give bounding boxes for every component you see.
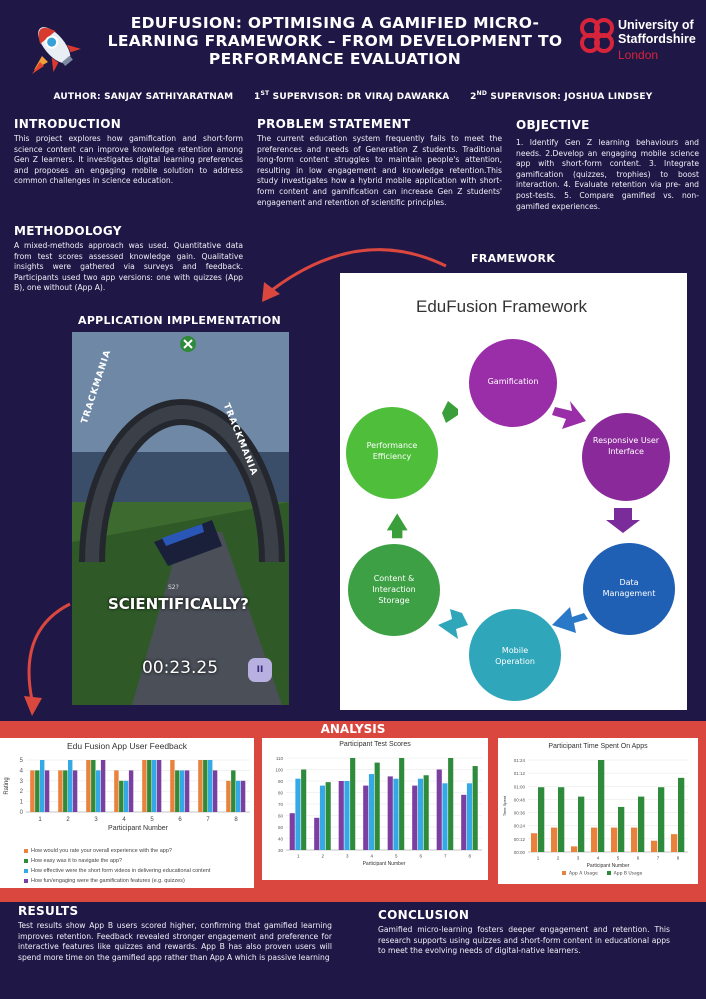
bar-2-5	[393, 779, 398, 850]
feedback-chart	[0, 738, 254, 888]
bar-3-4	[375, 763, 380, 850]
bar-2-5	[618, 807, 624, 852]
bar-1-1	[290, 813, 295, 850]
bar-2-8	[678, 778, 684, 852]
node-responsive-ui	[582, 413, 670, 501]
x-tick-label: 4	[122, 817, 126, 823]
bar-2-6	[175, 770, 179, 812]
y-axis-label: Rating	[4, 777, 10, 795]
bar-2-1	[538, 787, 544, 852]
node-label-mobile-operation: Mobile Operation	[495, 646, 535, 666]
test-scores-chart	[262, 738, 488, 880]
bar-2-6	[638, 797, 644, 852]
bar-4-4	[129, 770, 133, 812]
bar-1-4	[363, 786, 368, 850]
arrow-content-to-performance-icon	[387, 514, 408, 539]
bar-1-6	[631, 828, 637, 852]
caption-text: SCIENTIFICALLY?	[108, 595, 249, 613]
bar-3-1	[301, 770, 306, 851]
bar-2-8	[231, 770, 235, 812]
brand-left-label: TRACKMANIA	[80, 348, 114, 426]
university-city: London	[618, 48, 659, 62]
supervisor2-label: SUPERVISOR: JOSHUA LINDSEY	[487, 92, 653, 102]
analysis-section	[0, 721, 706, 902]
bar-1-8	[226, 781, 230, 812]
y-tick-label: 70	[277, 802, 283, 807]
x-tick-label: 8	[676, 855, 680, 861]
bar-1-3	[86, 760, 90, 812]
x-tick-label: 6	[178, 817, 182, 823]
problem-text: The current education system frequently fails to meet the preferences and needs of Generation Z students. Traditional long-form content struggles to maintain people's attention, resulting in low engagement and knowledge retention.This study investigates how a hybrid mobile application with short-form content and gamification can increase Gen Z students' engagement and retention of scientific principles.	[257, 134, 502, 207]
x-tick-label: 1	[38, 817, 42, 823]
bar-3-3	[350, 758, 355, 850]
bar-2-2	[558, 787, 564, 852]
bar-3-6	[180, 770, 184, 812]
bar-4-5	[157, 760, 161, 812]
conclusion-heading: CONCLUSION	[378, 908, 470, 922]
introduction-text: This project explores how gamification and short-form science content can improve knowledge retention among Gen Z learners. It investigates digital learning preferences and proposes an engaging mobile solution to address common challenges in science education.	[14, 134, 243, 186]
bar-3-7	[208, 760, 212, 812]
bar-1-8	[671, 834, 677, 852]
supervisor1-label: SUPERVISOR: DR VIRAJ DAWARKA	[269, 92, 450, 102]
time-spent-chart	[498, 738, 698, 884]
bar-3-6	[424, 775, 429, 850]
bar-3-2	[326, 782, 331, 850]
node-label-performance-efficiency: Performance Efficiency	[366, 441, 418, 461]
x-tick-label: 2	[321, 853, 325, 859]
framework-diagram-title: EduFusion Framework	[416, 297, 588, 316]
poster-title: EDUFUSION: OPTIMISING A GAMIFIED MICRO-LEARNING FRAMEWORK – FROM DEVELOPMENT TO PERFORMANCE EVALUATION	[107, 14, 563, 68]
bar-1-3	[571, 846, 577, 852]
staffordshire-knot-icon	[578, 16, 616, 56]
framework-heading: FRAMEWORK	[471, 252, 556, 265]
introduction-heading: INTRODUCTION	[14, 117, 122, 131]
x-axis-label: Participant Number	[586, 863, 630, 869]
x-tick-label: 2	[66, 817, 70, 823]
supervisor1-sup: ST	[260, 90, 270, 97]
y-tick-label: 110	[275, 756, 283, 761]
y-tick-label: 00:00	[513, 850, 525, 855]
y-tick-label: 2	[19, 789, 23, 796]
bar-2-3	[91, 760, 95, 812]
y-tick-label: 0	[19, 810, 23, 816]
bar-2-2	[320, 786, 325, 850]
x-tick-label: 1	[536, 855, 540, 861]
methodology-heading: METHODOLOGY	[14, 224, 122, 238]
x-tick-label: 3	[345, 853, 349, 859]
y-tick-label: 100	[275, 767, 283, 773]
node-label-data-management: Data Management	[602, 578, 656, 598]
brand-right-label: TRACKMANIA	[220, 402, 259, 478]
legend-item-3: How effective were the short form videos in delivering educational content	[24, 868, 210, 874]
node-label-responsive-ui: Responsive User Interface	[592, 436, 660, 456]
legend-item-2: How easy was it to navigate the app?	[24, 858, 122, 864]
author-line	[0, 90, 706, 102]
x-tick-label: 7	[443, 853, 447, 859]
time-legend: App A Usage App B Usage	[562, 871, 642, 877]
x-tick-label: 3	[94, 817, 98, 823]
curved-arrow-down-icon	[18, 600, 78, 720]
legend-item-4: How fun/engaging were the gamification features (e.g. quizzes)	[24, 878, 185, 886]
small-label: S2?	[168, 584, 179, 591]
supervisor2-sup: ND	[476, 90, 488, 97]
bar-4-8	[241, 781, 245, 812]
bar-3-4	[124, 781, 128, 812]
x-tick-label: 6	[419, 853, 423, 859]
bar-4-7	[213, 770, 217, 812]
x-tick-label: 5	[394, 853, 398, 859]
y-tick-label: 60	[277, 813, 283, 819]
y-tick-label: 50	[277, 825, 283, 830]
bar-2-3	[344, 781, 349, 850]
bar-3-2	[68, 760, 72, 812]
bar-2-1	[295, 779, 300, 850]
bar-1-2	[314, 818, 319, 850]
y-tick-label: 01:24	[513, 758, 525, 763]
x-tick-label: 3	[576, 855, 580, 861]
x-tick-label: 6	[636, 855, 640, 861]
test-scores-chart-title: Participant Test Scores	[339, 741, 411, 748]
bar-1-5	[142, 760, 146, 812]
x-tick-label: 4	[370, 853, 374, 859]
university-name: University of Staffordshire	[618, 18, 696, 46]
bar-2-7	[658, 787, 664, 852]
bar-4-6	[185, 770, 189, 812]
y-tick-label: 00:36	[513, 810, 525, 816]
bar-1-6	[412, 786, 417, 850]
bar-3-1	[40, 760, 44, 812]
bar-1-1	[531, 833, 537, 852]
y-tick-label: 80	[277, 790, 283, 796]
y-tick-label: 90	[277, 779, 283, 784]
rocket-logo-icon	[22, 18, 84, 78]
time-spent-chart-title: Participant Time Spent On Apps	[548, 743, 648, 750]
x-axis-label: Participant Number	[108, 825, 168, 832]
application-heading: APPLICATION IMPLEMENTATION	[78, 314, 282, 327]
x-tick-label: 5	[150, 817, 154, 823]
bar-1-5	[388, 776, 393, 850]
bar-1-2	[58, 770, 62, 812]
x-tick-label: 7	[656, 855, 660, 861]
bar-1-6	[170, 760, 174, 812]
node-label-content-storage: Content & Interaction Storage	[372, 574, 416, 605]
y-tick-label: 40	[277, 836, 283, 842]
bar-3-8	[236, 781, 240, 812]
arrow-mobile-to-content-icon	[438, 609, 468, 639]
conclusion-text: Gamified micro-learning fosters deeper engagement and retention. This research supports using quizzes and short-form content in educational apps to meet the evolving needs of digital-native learners.	[378, 925, 670, 956]
y-tick-label: 00:48	[513, 797, 525, 803]
bar-2-3	[578, 797, 584, 852]
framework-diagram	[340, 273, 687, 710]
objective-text: 1. Identify Gen Z learning behaviours and needs. 2.Develop an engaging mobile science app with short-form content. 3. Integrate gamification (quizzes, trophies) to boost interaction. 4. Evaluate retention via pre- and post-tests. 5. Compare gamified vs. non-gamified experiences.	[516, 138, 699, 211]
y-tick-label: 3	[19, 778, 23, 785]
bar-2-7	[203, 760, 207, 812]
y-tick-label: 01:00	[513, 784, 525, 790]
arrow-gamification-to-ui-icon	[552, 401, 586, 429]
feedback-chart-title: Edu Fusion App User Feedback	[66, 741, 187, 751]
problem-heading: PROBLEM STATEMENT	[257, 117, 411, 131]
bar-4-1	[45, 770, 49, 812]
author-label: AUTHOR: SANJAY SATHIYARATNAM	[53, 92, 234, 102]
arrow-ui-to-data-icon	[606, 508, 640, 533]
university-logo	[578, 16, 703, 60]
analysis-heading: ANALYSIS	[320, 722, 386, 736]
y-tick-label: 30	[277, 848, 283, 853]
arrow-performance-to-gamification-icon	[442, 401, 458, 423]
bar-4-2	[73, 770, 77, 812]
bar-1-7	[437, 770, 442, 851]
methodology-text: A mixed-methods approach was used. Quantitative data from test scores assessed knowledge gain. Qualitative insights were gathered via surveys and feedback. Participants used two app versions: one with quizzes (App B), one without (App A).	[14, 241, 243, 293]
y-tick-label: 00:12	[513, 836, 525, 842]
app-screenshot	[72, 332, 289, 705]
x-tick-label: 4	[596, 855, 600, 861]
y-axis-label: Time Spent	[502, 795, 507, 817]
timer-text: 00:23.25	[142, 658, 219, 678]
y-tick-label: 4	[19, 768, 23, 775]
bar-4-3	[101, 760, 105, 812]
y-tick-label: 1	[19, 799, 23, 806]
supervisor2-prefix: 2	[470, 92, 477, 102]
bar-1-2	[551, 828, 557, 852]
x-axis-label: Participant Number	[362, 861, 406, 867]
bar-1-7	[651, 841, 657, 852]
bar-1-4	[114, 770, 118, 812]
bar-2-4	[598, 760, 604, 852]
bar-2-4	[119, 781, 123, 812]
y-tick-label: 5	[19, 758, 23, 764]
bar-2-4	[369, 774, 374, 850]
arrow-data-to-mobile-icon	[552, 607, 588, 633]
bar-1-1	[30, 770, 34, 812]
results-text: Test results show App B users scored higher, confirming that gamified learning improves retention. Feedback revealed stronger engagement and preference for interactive features like quizzes and rewards. App B has also proven users will spend more time on the gamified app rather than App A which is passive learning	[18, 921, 332, 962]
bar-2-1	[35, 770, 39, 812]
pause-icon: II	[256, 665, 264, 675]
bar-2-2	[63, 770, 67, 812]
bar-3-5	[152, 760, 156, 812]
bar-1-7	[198, 760, 202, 812]
node-label-gamification: Gamification	[487, 377, 539, 386]
x-tick-label: 7	[206, 817, 210, 823]
x-tick-label: 1	[296, 853, 300, 859]
supervisor1-prefix: 1	[254, 92, 261, 102]
x-tick-label: 5	[616, 855, 620, 861]
bar-1-8	[461, 795, 466, 850]
bar-1-5	[611, 828, 617, 852]
x-tick-label: 8	[234, 817, 238, 823]
bar-2-5	[147, 760, 151, 812]
pause-button[interactable]	[248, 658, 272, 682]
objective-heading: OBJECTIVE	[516, 118, 590, 132]
bar-3-7	[448, 758, 453, 850]
x-tick-label: 2	[556, 855, 560, 861]
bar-2-6	[418, 779, 423, 850]
legend-item-1: How would you rate your overall experience with the app?	[24, 848, 172, 854]
bar-3-8	[473, 766, 478, 850]
bar-3-3	[96, 770, 100, 812]
x-tick-label: 8	[468, 853, 472, 859]
bar-2-7	[442, 783, 447, 850]
y-tick-label: 00:24	[513, 823, 525, 829]
bar-1-4	[591, 828, 597, 852]
results-heading: RESULTS	[18, 904, 79, 918]
bar-2-8	[467, 783, 472, 850]
bar-1-3	[339, 781, 344, 850]
y-tick-label: 01:12	[513, 771, 525, 777]
bar-3-5	[399, 758, 404, 850]
